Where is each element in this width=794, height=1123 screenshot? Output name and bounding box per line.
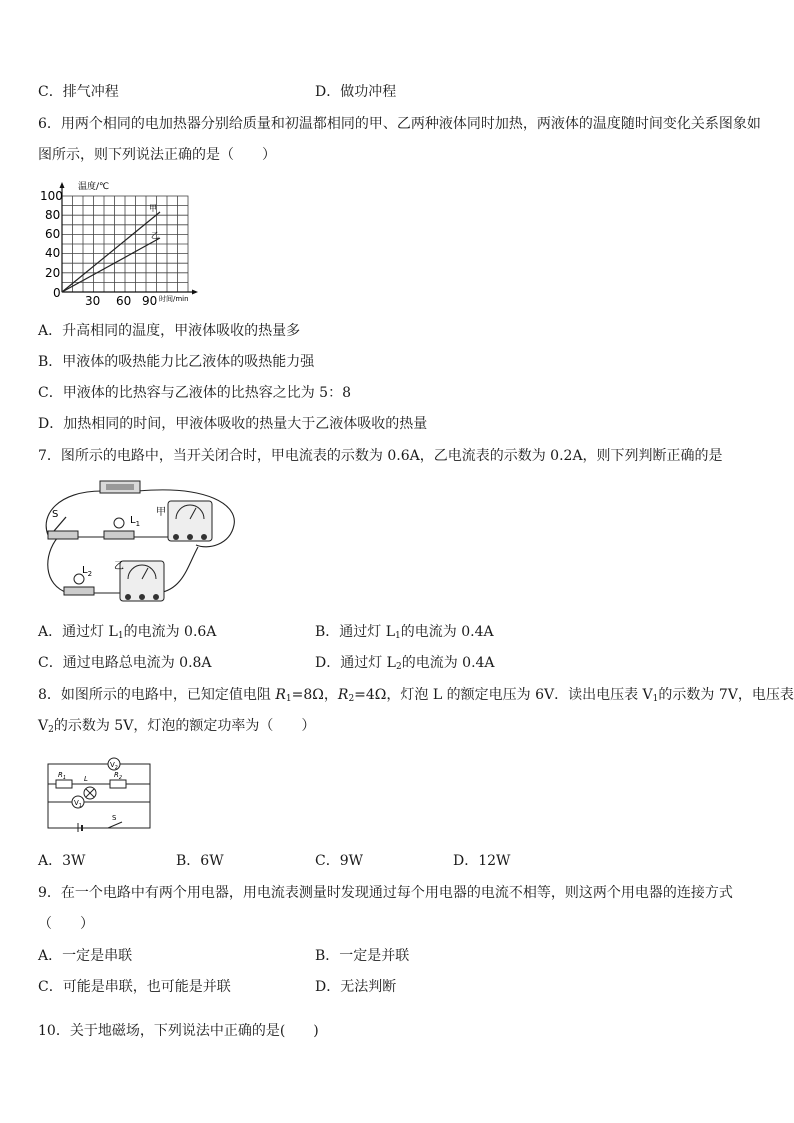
- switch-label: S: [52, 509, 59, 520]
- q7-option-c: C．通过电路总电流为 0.8A: [38, 655, 212, 671]
- ytick: 20: [45, 266, 61, 280]
- q5-option-c: C．排气冲程: [38, 84, 119, 100]
- q8-option-a: A．3W: [38, 853, 86, 869]
- r1-label: $R_1$: [58, 771, 67, 781]
- q8-stem-line1: 8．如图所示的电路中，已知定值电阻 $R_1=8\Omega$，$R_2=4\Omega$，灯泡 L 的额定电压为 6V．读出电压表 $V_1$的示数为 7V，电压表: [38, 687, 794, 704]
- q7-option-a: A．通过灯 $L_1$的电流为 0.6A: [38, 624, 217, 641]
- q6-option-a: A．升高相同的温度，甲液体吸收的热量多: [38, 323, 301, 339]
- l1-label: $L_1$: [130, 515, 141, 528]
- q5-option-d: D．做功冲程: [315, 84, 397, 100]
- xtick: 30: [85, 294, 101, 308]
- q9-stem-line2: （ ）: [38, 916, 94, 932]
- q6-option-c: C．甲液体的比热容与乙液体的比热容之比为 5：8: [38, 385, 351, 401]
- q8-option-d: D．12W: [453, 853, 511, 869]
- ytick: 40: [45, 246, 61, 260]
- l-label: L: [84, 775, 88, 783]
- line-label-jia: 甲: [149, 204, 157, 213]
- r2-label: $R_2$: [114, 771, 123, 781]
- q6-option-d: D．加热相同的时间，甲液体吸收的热量大于乙液体吸收的热量: [38, 416, 428, 432]
- graph-ylabel: 温度/℃: [78, 182, 110, 192]
- q9-option-a: A．一定是串联: [38, 948, 133, 964]
- q9-option-c: C．可能是串联，也可能是并联: [38, 979, 231, 995]
- xtick: 90: [142, 294, 158, 308]
- q9-option-d: D．无法判断: [315, 979, 397, 995]
- l2-label: $L_2$: [82, 565, 93, 578]
- meter-yi-label: 乙: [114, 561, 124, 572]
- q10-stem: 10．关于地磁场，下列说法中正确的是( ): [38, 1023, 319, 1039]
- q9-option-b: B．一定是并联: [315, 948, 410, 964]
- graph-xlabel: 时间/min: [159, 295, 189, 303]
- q6-temperature-graph: [36, 178, 206, 308]
- xtick: 60: [116, 294, 132, 308]
- q7-option-b: B．通过灯 $L_1$的电流为 0.4A: [315, 624, 494, 641]
- q8-option-b: B．6W: [176, 853, 224, 869]
- q8-stem-line2: $V_2$的示数为 5V，灯泡的额定功率为（ ）: [38, 718, 316, 735]
- q6-stem-line2: 图所示，则下列说法正确的是（ ）: [38, 147, 276, 163]
- ytick: 0: [53, 286, 61, 300]
- line-label-yi: 乙: [151, 231, 159, 240]
- ytick: 80: [45, 208, 61, 222]
- ytick: 60: [45, 227, 61, 241]
- q7-circuit-figure: [38, 475, 238, 615]
- q8-option-c: C．9W: [315, 853, 364, 869]
- q7-option-d: D．通过灯 $L_2$的电流为 0.4A: [315, 655, 495, 672]
- q6-option-b: B．甲液体的吸热能力比乙液体的吸热能力强: [38, 354, 315, 370]
- q7-stem: 7．图所示的电路中，当开关闭合时，甲电流表的示数为 0.6A，乙电流表的示数为 0.2A，则下列判断正确的是: [38, 448, 723, 464]
- q6-stem-line1: 6．用两个相同的电加热器分别给质量和初温都相同的甲、乙两种液体同时加热，两液体的温度随时间变化关系图象如: [38, 116, 761, 132]
- meter-jia-label: 甲: [156, 507, 166, 518]
- q8-circuit-figure: [42, 756, 154, 832]
- v1-label: $V_1$: [74, 799, 82, 809]
- s-label: S: [112, 814, 117, 822]
- ytick: 100: [40, 189, 63, 203]
- q9-stem-line1: 9．在一个电路中有两个用电器，用电流表测量时发现通过每个用电器的电流不相等，则这两个用电器的连接方式: [38, 885, 733, 901]
- v2-label: $V_2$: [110, 761, 118, 771]
